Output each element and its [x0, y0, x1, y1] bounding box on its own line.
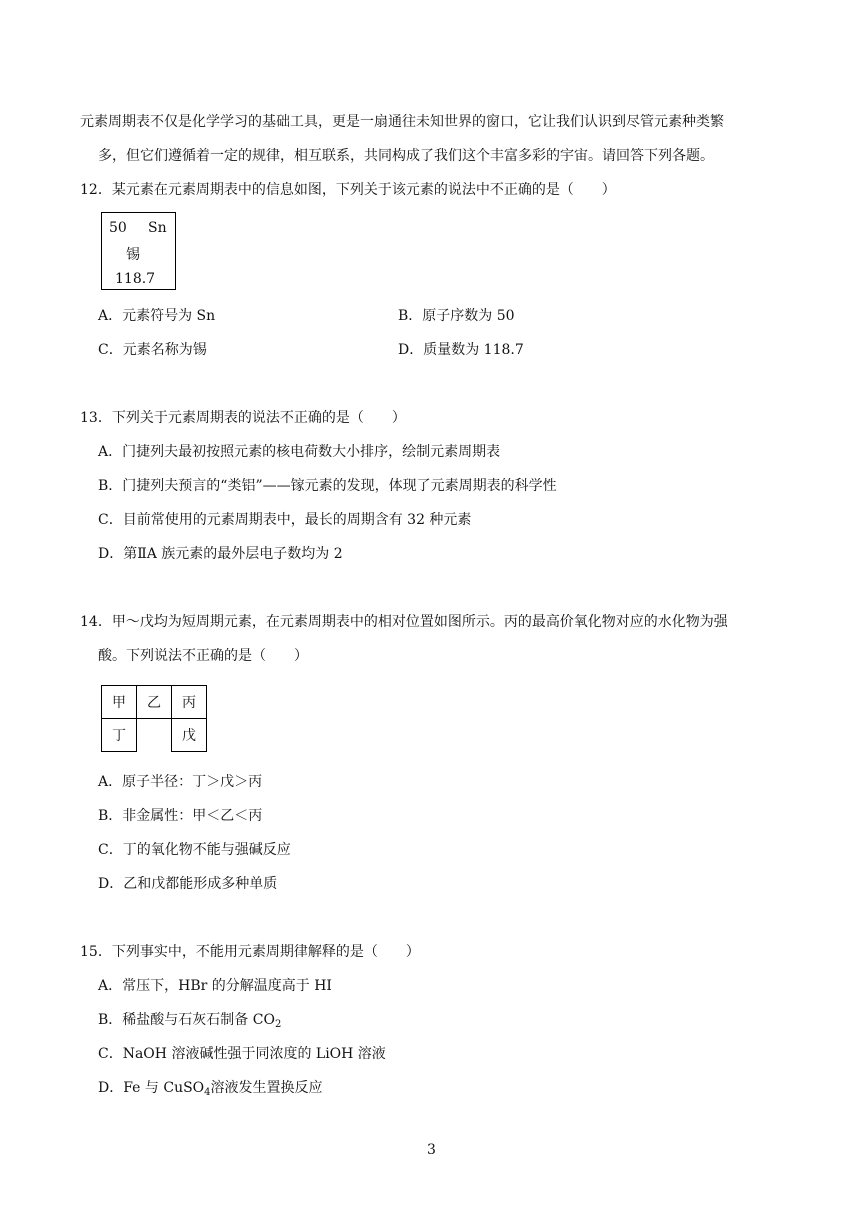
q14-option-a: A．原子半径：丁＞戊＞丙	[98, 774, 263, 790]
element-number: 50	[109, 220, 127, 236]
q15-option-c: C．NaOH 溶液碱性强于同浓度的 LiOH 溶液	[98, 1046, 386, 1062]
q13-option-a: A．门捷列夫最初按照元素的核电荷数大小排序，绘制元素周期表	[98, 444, 501, 460]
grid-cell-wu: 戊	[172, 719, 207, 752]
intro-line-1: 元素周期表不仅是化学学习的基础工具，更是一扇通往未知世界的窗口，它让我们认识到尽管元素种类繁	[80, 114, 724, 130]
page-number: 3	[427, 1142, 436, 1158]
grid-cell-bing: 丙	[172, 686, 207, 719]
q14-option-d: D．乙和戊都能形成多种单质	[98, 876, 278, 892]
grid-cell-yi: 乙	[137, 686, 172, 719]
element-name: 锡	[126, 247, 140, 263]
periodic-position-grid	[101, 685, 207, 752]
q15-option-d-subscript: 4	[204, 1087, 211, 1098]
q14-option-b: B．非金属性：甲＜乙＜丙	[98, 808, 263, 824]
q12-option-b: B．原子序数为 50	[398, 308, 515, 324]
grid-cell-jia: 甲	[102, 686, 137, 719]
q15-option-d-pre: D．Fe 与 CuSO	[98, 1080, 205, 1096]
q15-option-a: A．常压下，HBr 的分解温度高于 HI	[98, 978, 332, 994]
element-symbol: Sn	[148, 220, 167, 236]
q13-option-d: D．第ⅡA 族元素的最外层电子数均为 2	[98, 546, 343, 562]
q15-option-b	[98, 1011, 281, 1034]
q15-option-d-post: 溶液发生置换反应	[210, 1080, 323, 1096]
q12-stem: 12．某元素在元素周期表中的信息如图，下列关于该元素的说法中不正确的是（ ）	[80, 182, 616, 198]
intro-line-2: 多，但它们遵循着一定的规律，相互联系，共同构成了我们这个丰富多彩的宇宙。请回答下列各题。	[98, 148, 714, 164]
grid-cell-empty	[137, 719, 172, 752]
q12-option-d: D．质量数为 118.7	[398, 342, 524, 358]
q15-option-b-subscript: 2	[274, 1019, 282, 1030]
q12-option-c: C．元素名称为锡	[98, 342, 207, 358]
q13-option-b: B．门捷列夫预言的“类铝”——镓元素的发现，体现了元素周期表的科学性	[98, 478, 557, 494]
q14-stem-line-1: 14．甲～戊均为短周期元素，在元素周期表中的相对位置如图所示。丙的最高价氧化物对应的水化物为强	[80, 614, 728, 630]
grid-cell-ding: 丁	[102, 719, 137, 752]
element-card	[101, 212, 176, 290]
q15-stem: 15．下列事实中，不能用元素周期律解释的是（ ）	[80, 944, 420, 960]
q15-option-d	[98, 1079, 323, 1102]
q13-stem: 13．下列关于元素周期表的说法不正确的是（ ）	[80, 410, 406, 426]
q15-option-b-text: B．稀盐酸与石灰石制备 CO	[98, 1012, 275, 1028]
q14-option-c: C．丁的氧化物不能与强碱反应	[98, 842, 291, 858]
q14-stem-line-2: 酸。下列说法不正确的是（ ）	[98, 648, 308, 664]
element-mass: 118.7	[115, 271, 156, 287]
q12-option-a: A．元素符号为 Sn	[98, 308, 216, 324]
q13-option-c: C．目前常使用的元素周期表中，最长的周期含有 32 种元素	[98, 512, 472, 528]
